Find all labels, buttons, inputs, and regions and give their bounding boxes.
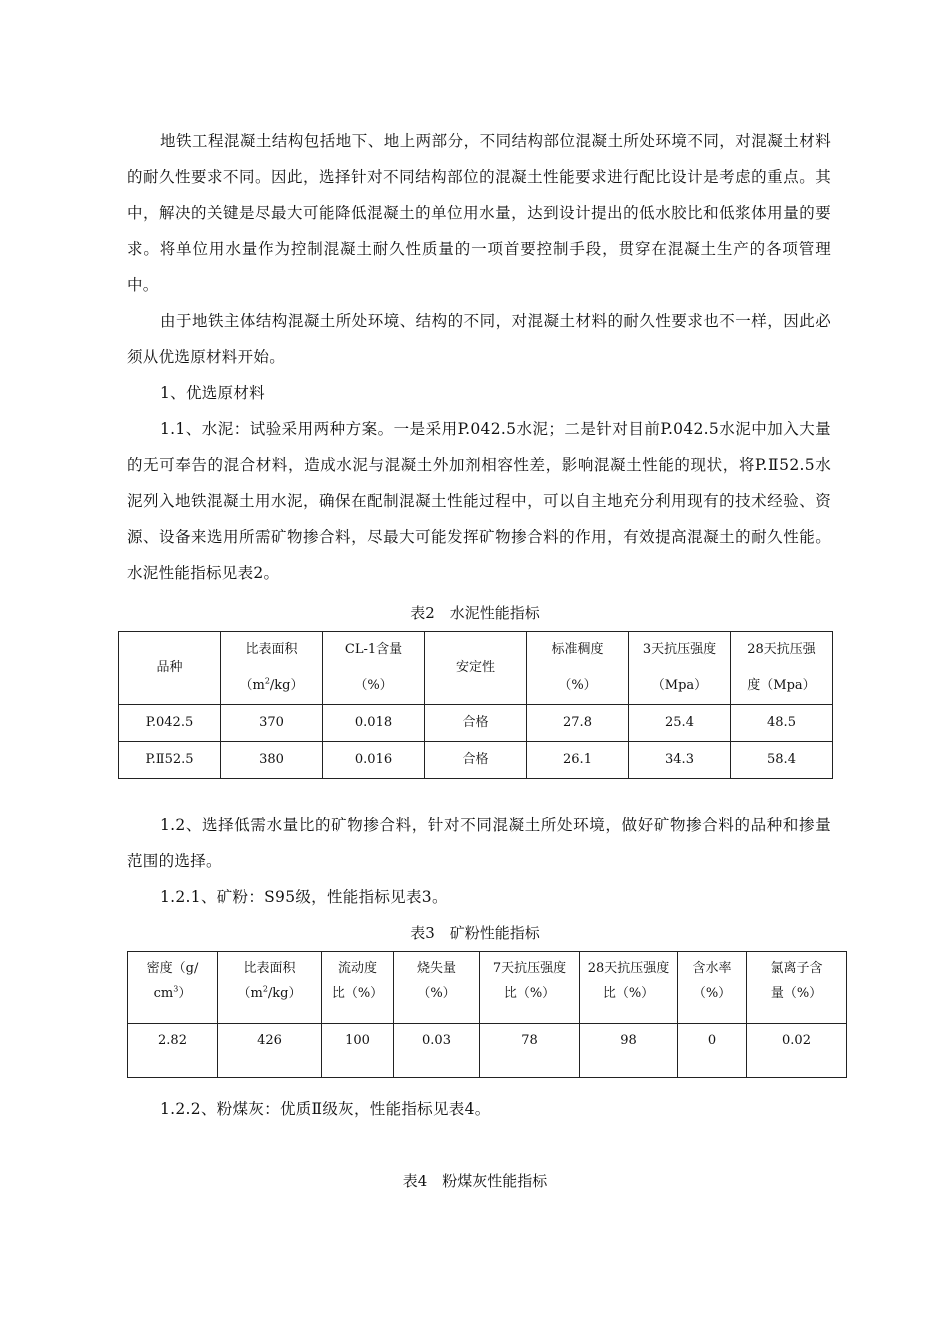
table2-header-28day-strength: 28天抗压强 度（Mpa） [731,632,833,705]
table-cell: 426 [218,1024,322,1078]
table-cell: 0.03 [394,1024,480,1078]
table3-header-chloride: 氯离子含 量（%） [747,952,847,1024]
table3-header-7day-ratio: 7天抗压强度 比（%） [480,952,580,1024]
paragraph-slag: 1.2.1、矿粉：S95级，性能指标见表3。 [160,888,448,906]
table-cell: 25.4 [629,705,731,742]
table-cell: 370 [221,705,323,742]
table-cell: 48.5 [731,705,833,742]
table-cell: 27.8 [527,705,629,742]
table-cell: 合格 [425,705,527,742]
table-row [128,1024,847,1078]
paragraph-environment: 由于地铁主体结构混凝土所处环境、结构的不同，对混凝土材料的耐久性要求也不一样，因此必须从优选原材料开始。 [127,312,831,366]
table-cell: 2.82 [128,1024,218,1078]
table2-header-row [119,632,833,705]
table3-header-row [128,952,847,1024]
table-cell: 78 [480,1024,580,1078]
table2-header-consistency: 标准稠度 （%） [527,632,629,705]
table-cell: 100 [322,1024,394,1078]
table-cell: P.042.5 [119,705,221,742]
table-cell: 0.018 [323,705,425,742]
table-row [119,742,833,779]
paragraph-intro: 地铁工程混凝土结构包括地下、地上两部分，不同结构部位混凝土所处环境不同，对混凝土材料的耐久性要求不同。因此，选择针对不同结构部位的混凝土性能要求进行配比设计是考虑的重点。其中，解决的关键是尽最大可能降低混凝土的单位用水量，达到设计提出的低水胶比和低浆体用量的要求。将单位用水量作为控制混凝土耐久性质量的一项首要控制手段，贯穿在混凝土生产的各项管理中。 [127,132,831,294]
table3-slag-properties [127,951,847,1078]
table2-caption: 表2 水泥性能指标 [410,604,540,622]
table-row [119,705,833,742]
paragraph-fly-ash: 1.2.2、粉煤灰：优质Ⅱ级灰，性能指标见表4。 [160,1100,491,1118]
table3-header-fluidity: 流动度 比（%） [322,952,394,1024]
table-cell: 58.4 [731,742,833,779]
table2-header-specific-surface: 比表面积 $(m^2/kg)$ [221,632,323,705]
table-cell: 0.016 [323,742,425,779]
table2-cement-properties [118,631,833,779]
table-cell: P.Ⅱ52.5 [119,742,221,779]
table2-header-3day-strength: 3天抗压强度 （Mpa） [629,632,731,705]
table3-header-loss-on-ignition: 烧失量 （%） [394,952,480,1024]
table-cell: 0 [678,1024,747,1078]
table2-header-chloride: CL-1含量 （%） [323,632,425,705]
table-cell: 380 [221,742,323,779]
table-cell: 合格 [425,742,527,779]
table-cell: 98 [580,1024,678,1078]
table3-caption: 表3 矿粉性能指标 [410,924,540,942]
table4-caption: 表4 粉煤灰性能指标 [402,1172,548,1190]
table2-header-soundness: 安定性 [425,632,527,705]
table3-header-28day-ratio: 28天抗压强度 比（%） [580,952,678,1024]
table3-header-density: 密度（g/ $cm^3$） [128,952,218,1024]
table-cell: 34.3 [629,742,731,779]
paragraph-admixture: 1.2、选择低需水量比的矿物掺合料，针对不同混凝土所处环境，做好矿物掺合料的品种和掺量范围的选择。 [127,816,831,870]
paragraph-cement: 1.1、水泥：试验采用两种方案。一是采用P.042.5水泥；二是针对目前P.042.5水泥中加入大量的无可奉告的混合材料，造成水泥与混凝土外加剂相容性差，影响混凝土性能的现状，将P.Ⅱ52.5水泥列入地铁混凝土用水泥，确保在配制混凝土性能过程中，可以自主地充分利用现有的技术经验、资源、设备来选用所需矿物掺合料，尽最大可能发挥矿物掺合料的作用，有效提高混凝土的耐久性能。水泥性能指标见表2。 [127,420,831,582]
table2-header-variety: 品种 [119,632,221,705]
section-heading-materials: 1、优选原材料 [160,384,265,402]
table-cell: 0.02 [747,1024,847,1078]
table3-header-specific-surface: 比表面积 $(m^2/kg)$ [218,952,322,1024]
table3-header-moisture: 含水率 （%） [678,952,747,1024]
table-cell: 26.1 [527,742,629,779]
